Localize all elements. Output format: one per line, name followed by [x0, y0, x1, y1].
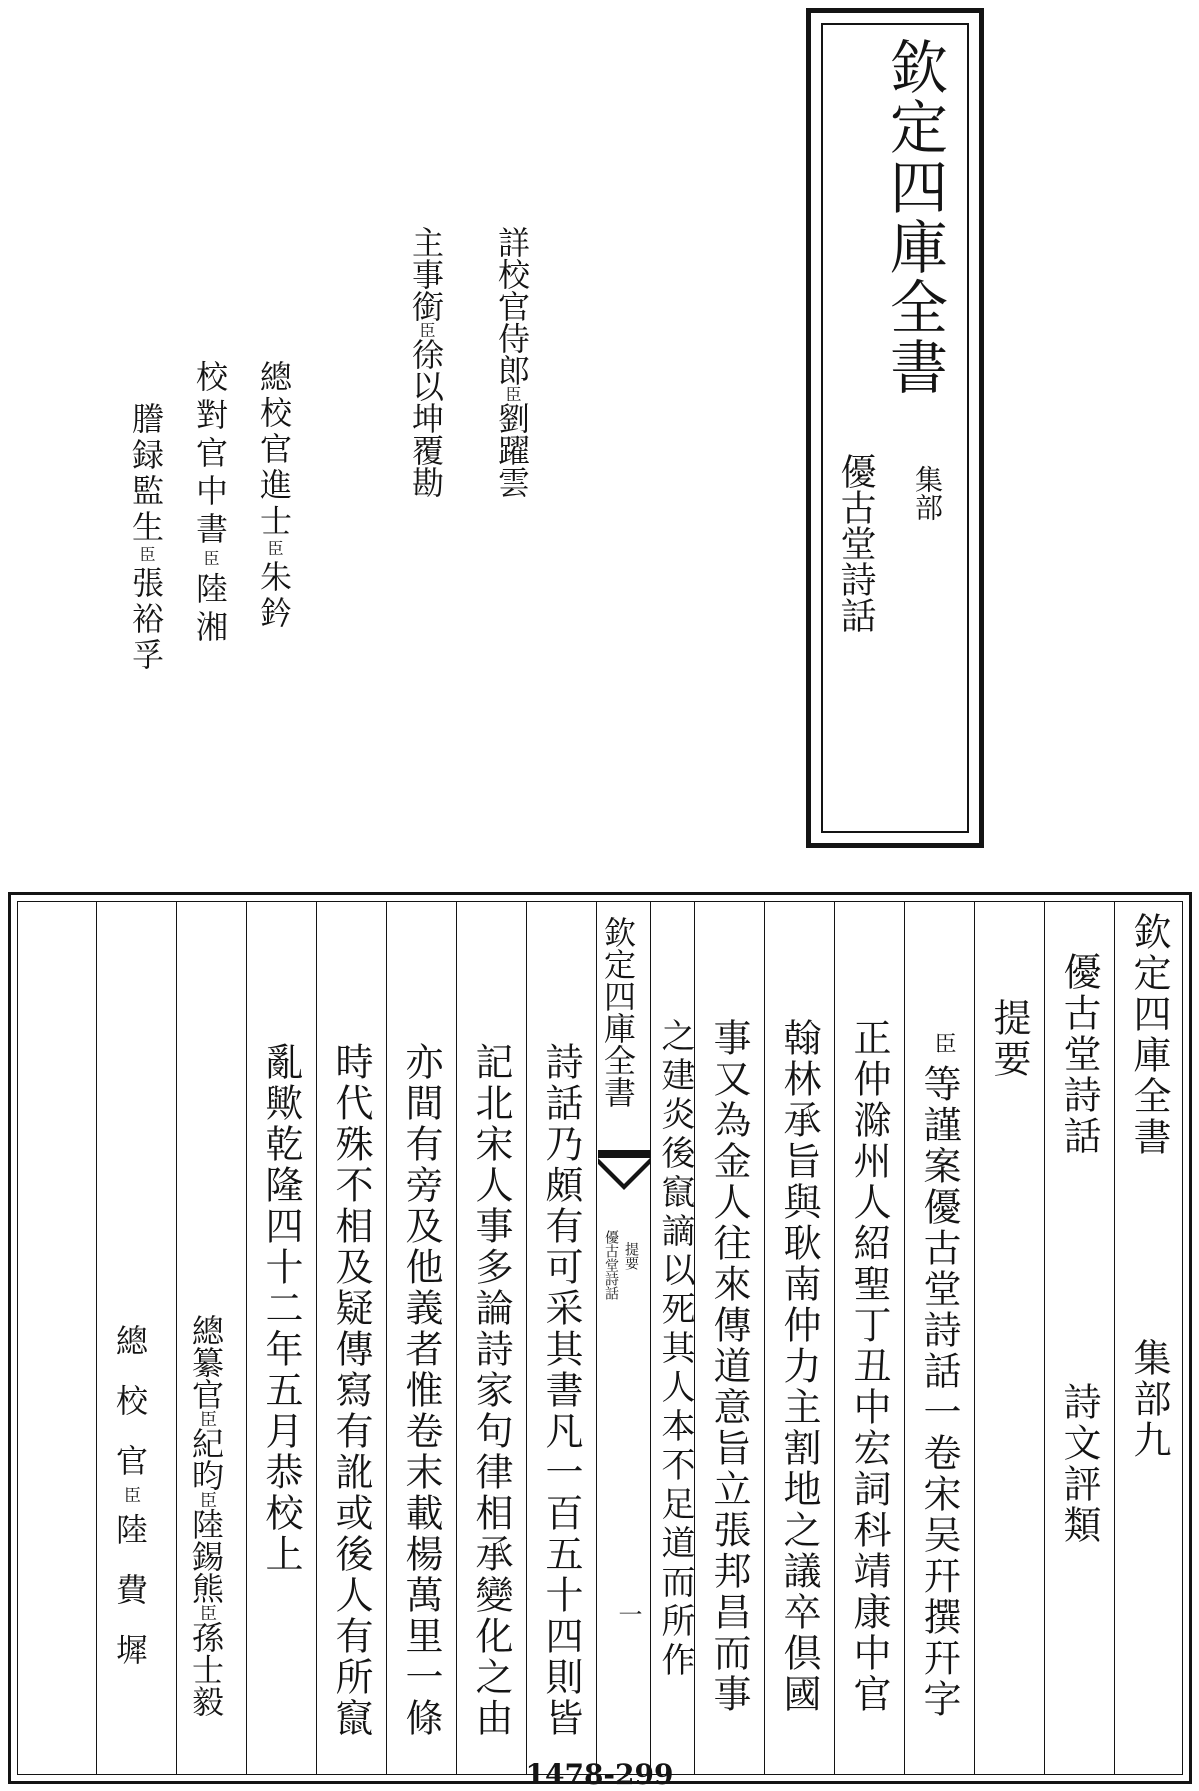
credit-jiaodui [191, 360, 229, 648]
text-column-10: 亂歟乾隆四十二年五月恭校上 [259, 1042, 303, 1575]
column-rule [650, 902, 651, 1774]
sign-person: 紀昀 [187, 1427, 225, 1491]
cover-section: 集部 [911, 465, 944, 521]
credit-person: 劉躍雲 [493, 402, 531, 498]
credit-role: 謄録監生 [127, 402, 165, 546]
column-rule [316, 902, 317, 1774]
sign-chen: 臣 [120, 1486, 140, 1503]
column-rule [764, 902, 765, 1774]
column-rule [1044, 902, 1045, 1774]
column-rule [456, 902, 457, 1774]
credit-tenglu [127, 402, 165, 674]
fold-tiyao: 提要 [623, 1242, 639, 1270]
column-rule [246, 902, 247, 1774]
header-section: 集部九 [1127, 1338, 1171, 1461]
sign-person: 陸錫熊 [187, 1508, 225, 1604]
text-column-4: 事又為金人往來傳道意旨立張邦昌而事 [707, 1018, 751, 1715]
signature-editors [187, 1314, 225, 1717]
fold-title: 欽定四庫全書 [599, 916, 637, 1108]
credit-person: 張裕孚 [127, 566, 165, 674]
text-column-8: 亦間有旁及他義者惟卷末載楊萬里一條 [399, 1042, 443, 1739]
page-inner-frame [17, 901, 1183, 1775]
signature-chief-proofreader [111, 1324, 149, 1665]
column-rule [526, 902, 527, 1774]
sign-char: 陸 [111, 1513, 149, 1545]
footer-page-number: 1478-299 [525, 1758, 674, 1791]
text-column-7: 記北宋人事多論詩家句律相承變化之由 [469, 1042, 513, 1739]
page-frame [8, 892, 1192, 1784]
sign-chen: 臣 [196, 1410, 216, 1427]
text-column-3: 翰林承旨與耿南仲力主割地之議卒倶國 [777, 1018, 821, 1715]
book-title: 優古堂詩話 [1057, 952, 1101, 1157]
text-column-9: 時代殊不相及疑傳寫有訛或後人有所竄 [329, 1042, 373, 1739]
cover-title-box-inner [821, 23, 969, 833]
column-rule [834, 902, 835, 1774]
credit-role: 詳校官侍郎 [493, 226, 531, 386]
credit-person: 徐以坤覆勘 [407, 338, 445, 498]
cover-title: 欽定四庫全書 [880, 37, 948, 397]
sign-chen: 臣 [196, 1604, 216, 1621]
credit-zhushi [407, 226, 445, 498]
sign-person: 孫士毅 [187, 1621, 225, 1717]
tiyao-heading: 提要 [987, 998, 1031, 1080]
sign-char: 校 [111, 1384, 149, 1416]
credit-role: 主事銜 [407, 226, 445, 322]
column-rule [96, 902, 97, 1774]
header-title: 欽定四庫全書 [1127, 912, 1171, 1158]
text-column-2: 正仲滁州人紹聖丁丑中宏詞科靖康中官 [847, 1018, 891, 1715]
column-rule [974, 902, 975, 1774]
sign-role: 總纂官 [187, 1314, 225, 1410]
text-column-1: 等謹案優古堂詩話一卷宋吴幵撰幵字 [917, 1064, 961, 1720]
credit-person: 朱鈐 [255, 560, 293, 632]
sign-chen: 臣 [196, 1491, 216, 1508]
fold-page-number: 一 [614, 1602, 642, 1626]
credit-role: 總校官進士 [255, 360, 293, 540]
credit-person: 陸湘 [191, 572, 229, 648]
credit-chen: 臣 [265, 540, 284, 560]
center-fold [596, 902, 650, 1774]
column-rule [1114, 902, 1115, 1774]
credit-role: 校對官中書 [191, 360, 229, 550]
fish-tail-mark [598, 1150, 650, 1194]
cover-title-box [806, 8, 984, 848]
credit-chen: 臣 [417, 322, 436, 338]
category: 詩文評類 [1057, 1382, 1101, 1546]
credit-chen: 臣 [137, 546, 156, 566]
fold-book-title: 優古堂詩話 [603, 1230, 619, 1300]
sign-char: 費 [111, 1573, 149, 1605]
column-rule [904, 902, 905, 1774]
cover-book-title: 優古堂詩話 [835, 453, 876, 633]
chen-mark: 臣 [931, 1032, 956, 1054]
credit-zongjiao [255, 360, 293, 632]
text-column-6: 詩話乃頗有可采其書凡一百五十四則皆 [539, 1042, 583, 1739]
credit-xiangjiao [493, 226, 531, 498]
sign-char: 官 [111, 1444, 149, 1476]
text-column-5: 之建炎後竄謫以死其人本不足道而所作 [655, 1018, 695, 1681]
sign-char: 墀 [111, 1633, 149, 1665]
column-rule [386, 902, 387, 1774]
credit-chen: 臣 [503, 386, 522, 402]
credit-chen: 臣 [201, 550, 220, 572]
column-rule [176, 902, 177, 1774]
sign-char: 總 [111, 1324, 149, 1356]
